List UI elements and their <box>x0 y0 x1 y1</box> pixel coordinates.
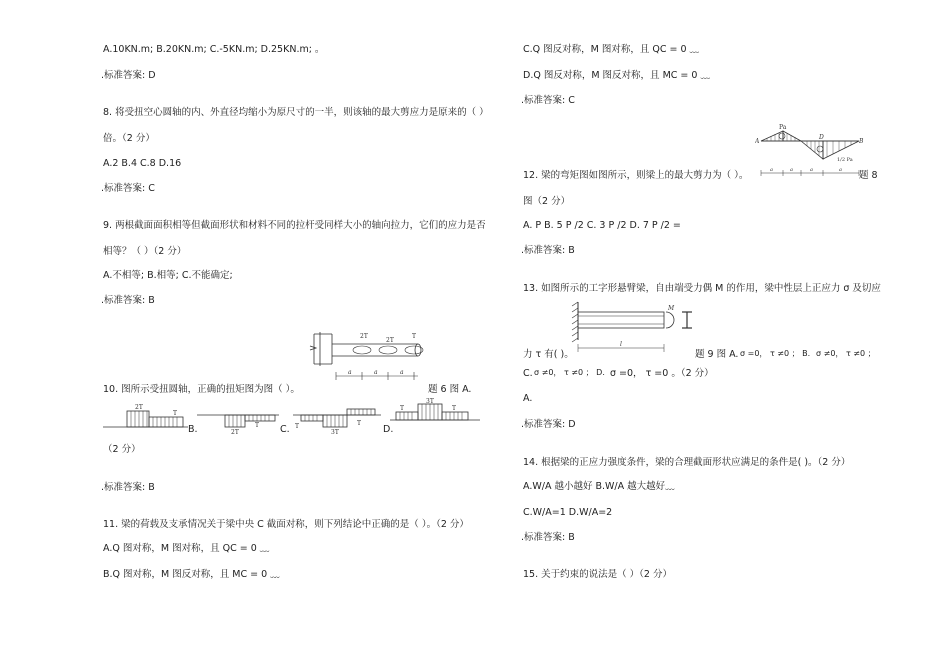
tq-b-t: T <box>255 422 260 429</box>
fig8-label-half-pa: 1/2 Pa <box>837 157 853 163</box>
q14-question-line1: 14. 根据梁的正应力强度条件，梁的合理截面形状应满足的条件是( )。（2 分） <box>523 457 851 468</box>
q9-question-line1: 9. 两根截面面积相等但截面形状和材料不同的拉杆受同样大小的轴向拉力，它们的应力是否 <box>103 220 486 231</box>
q14-options-cd: C.W/A=1 D.W/A=2 <box>523 507 613 518</box>
q8-options: A.2 B.4 C.8 D.16 <box>103 158 182 169</box>
figure-6-shaft <box>306 328 434 388</box>
q13-option-c: σ ≠0， τ ≠0 ； D. <box>534 368 605 377</box>
fig6-dim-a3: a <box>400 369 404 376</box>
q11-option-d: D.Q 图反对称，M 图反对称，且 MC = 0 ﹏ <box>523 70 710 81</box>
q13-figure-tag: 题 9 图 A. <box>695 349 739 360</box>
torque-diagram-d <box>390 398 480 428</box>
q11-option-c: C.Q 图反对称，M 图对称，且 QC = 0 ﹏ <box>523 44 700 55</box>
q10-option-b: B. <box>188 424 198 435</box>
fig6-label-2t-a: 2T <box>360 333 368 340</box>
q11-question-line1: 11. 梁的荷载及支承情况关于梁中央 C 截面对称，则下列结论中正确的是（ ）。（2 分） <box>103 519 469 530</box>
torque-diagram-a <box>103 403 188 429</box>
tq-c-t: T <box>295 423 300 430</box>
q13-option-a: σ =0， τ ≠0 ； B. <box>740 349 811 358</box>
q13-option-a-label: A. <box>523 393 533 404</box>
fig8-label-d: D <box>819 134 824 141</box>
figure-9-cantilever <box>568 300 698 358</box>
tq-b-2t: 2T <box>231 429 239 435</box>
q8-answer: .标准答案: C <box>101 183 155 194</box>
fig8-label-a: A <box>755 138 760 145</box>
tq-d-t2: T <box>452 405 457 412</box>
q12-figure-tag: 题 8 <box>859 170 878 181</box>
tq-d-3t: 3T <box>426 398 434 405</box>
tq-c-t2: T <box>357 420 362 427</box>
q14-answer: .标准答案: B <box>521 532 575 543</box>
q13-option-d: σ =0， τ =0 。（2 分） <box>610 368 714 379</box>
q11-answer: .标准答案: C <box>521 95 575 106</box>
q11-option-a: A.Q 图对称，M 图对称，且 QC = 0 ﹏ <box>103 543 270 554</box>
fig8-dim-a2: a <box>790 167 793 173</box>
q9-options: A.不相等; B.相等; C.不能确定; <box>103 270 233 281</box>
q7-answer: .标准答案: D <box>101 70 156 81</box>
q12-options: A. P B. 5 P /2 C. 3 P /2 D. 7 P /2 = <box>523 220 681 231</box>
q15-question-line1: 15. 关于约束的说法是（ ）（2 分） <box>523 569 672 580</box>
fig8-dim-a1: a <box>770 167 773 173</box>
q7-options: A.10KN.m; B.20KN.m; C.-5KN.m; D.25KN.m; 。 <box>103 44 325 55</box>
q9-question-line2: 相等？（ ）（2 分） <box>103 246 187 257</box>
q12-answer: .标准答案: B <box>521 245 575 256</box>
q14-options-ab: A.W/A 越小越好 B.W/A 越大越好﹏ <box>523 481 675 492</box>
tq-a-2t: 2T <box>135 404 143 411</box>
q10-question-line1: 10. 图所示受扭圆轴，正确的扭矩图为图（ ）。 <box>103 384 300 395</box>
torque-diagram-c <box>293 403 381 435</box>
tq-d-t: T <box>400 405 405 412</box>
q10-option-d: D. <box>383 424 394 435</box>
tq-c-3t: 3T <box>331 429 339 435</box>
q10-figure-caption: 题 6 图 A. <box>428 384 472 395</box>
fig6-dim-a2: a <box>374 369 378 376</box>
q13-option-b: σ ≠0， τ ≠0 ； <box>816 349 876 358</box>
fig9-dim-l: l <box>620 341 622 348</box>
q9-answer: .标准答案: B <box>101 295 155 306</box>
q12-question-line2: 图（2 分） <box>523 196 571 207</box>
fig9-label-m: M <box>668 305 675 312</box>
fig8-label-b: B <box>859 138 864 145</box>
q8-question-line1: 8. 将受扭空心圆轴的内、外直径均缩小为原尺寸的一半，则该轴的最大剪应力是原来的（ ） <box>103 107 489 118</box>
q12-question-line1: 12. 梁的弯矩图如图所示，则梁上的最大剪力为（ ）。 <box>523 170 749 181</box>
fig8-dim-a4: a <box>839 167 842 173</box>
fig6-label-t: T <box>412 333 417 340</box>
q13-option-c-label: C. <box>523 368 533 379</box>
fig6-label-2t-b: 2T <box>386 337 394 344</box>
q8-question-line2: 倍。（2 分） <box>103 133 155 144</box>
q10-answer: .标准答案: B <box>101 482 155 493</box>
fig8-label-pa: Pa <box>779 124 787 131</box>
q11-option-b: B.Q 图对称，M 图反对称，且 MC = 0 ﹏ <box>103 569 280 580</box>
figure-8-moment-diagram <box>755 123 865 179</box>
fig8-dim-a3: a <box>810 167 813 173</box>
q13-question-line2: 力 τ 有( )。 <box>523 349 574 360</box>
torque-diagram-b <box>197 403 279 435</box>
fig6-dim-a1: a <box>348 369 352 376</box>
q13-answer: .标准答案: D <box>521 419 576 430</box>
q13-question-line1: 13. 如图所示的工字形悬臂梁，自由端受力偶 M 的作用，梁中性层上正应力 σ 及切应 <box>523 283 881 294</box>
q10-score: （2 分） <box>103 444 141 455</box>
q10-option-c: C. <box>280 424 290 435</box>
tq-a-t: T <box>173 410 178 417</box>
